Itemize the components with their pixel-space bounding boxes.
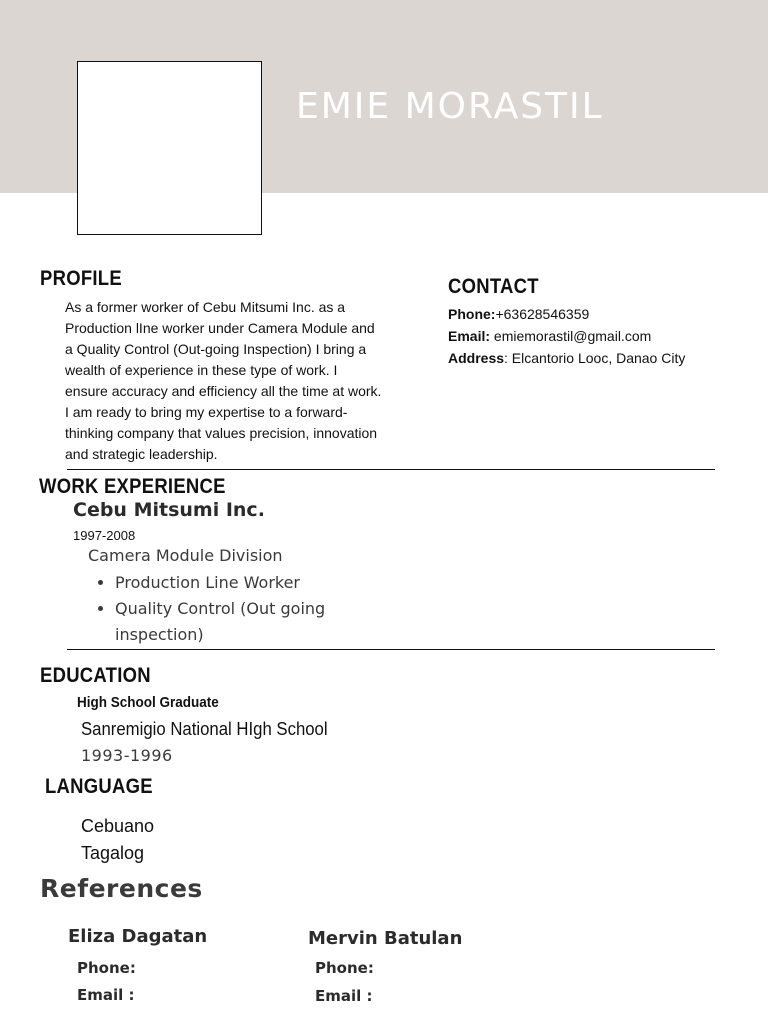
language-item: Tagalog [81, 843, 145, 863]
education-years: 1993-1996 [81, 746, 173, 765]
work-division: Camera Module Division [88, 546, 283, 565]
contact-heading: CONTACT [448, 275, 539, 298]
language-heading: LANGUAGE [45, 775, 153, 798]
profile-summary: As a former worker of Cebu Mitsumi Inc. as a Production lIne worker under Camera Module and a Quality Control (Out-going Inspection) I bring a wealth of experience in these type of work. I ensure accuracy and efficiency all the time at work. I am ready to bring my expertise to a forward- thinking company that values precision, innovation and strategic leadership. [65, 299, 382, 462]
work-company: Cebu Mitsumi Inc. [73, 499, 265, 521]
email-label: Email: [448, 328, 491, 344]
duty-item: • Production Line Worker [115, 570, 385, 596]
education-school: Sanremigio National HIgh School [81, 719, 328, 739]
address-value: : Elcantorio Looc, Danao City [504, 350, 686, 366]
reference-phone-label: Phone: [315, 959, 374, 977]
education-heading: EDUCATION [40, 664, 151, 687]
email-value: emiemorastil@gmail.com [490, 328, 652, 344]
contact-address [448, 350, 685, 366]
candidate-name: EMIE MORASTIL [296, 86, 604, 127]
divider-1 [67, 469, 715, 470]
work-years: 1997-2008 [73, 528, 136, 543]
reference-email-label: Email : [315, 987, 373, 1005]
contact-phone [448, 306, 589, 322]
reference-email-label: Email : [77, 986, 135, 1004]
reference-name: Mervin Batulan [308, 928, 463, 949]
work-heading: WORK EXPERIENCE [39, 475, 226, 498]
reference-name: Eliza Dagatan [68, 926, 208, 947]
reference-phone-label: Phone: [77, 959, 136, 977]
divider-2 [67, 649, 715, 650]
work-duties-list [95, 570, 385, 648]
phone-value: +63628546359 [495, 306, 590, 322]
duty-item: • Quality Control (Out going inspection) [115, 596, 385, 648]
contact-email [448, 328, 651, 344]
education-degree: High School Graduate [77, 694, 219, 711]
profile-photo-placeholder [77, 61, 262, 235]
profile-heading: PROFILE [40, 267, 122, 290]
phone-label: Phone: [448, 306, 496, 322]
language-item: Cebuano [81, 816, 155, 836]
address-label: Address [448, 350, 505, 366]
references-heading: References [40, 874, 203, 903]
